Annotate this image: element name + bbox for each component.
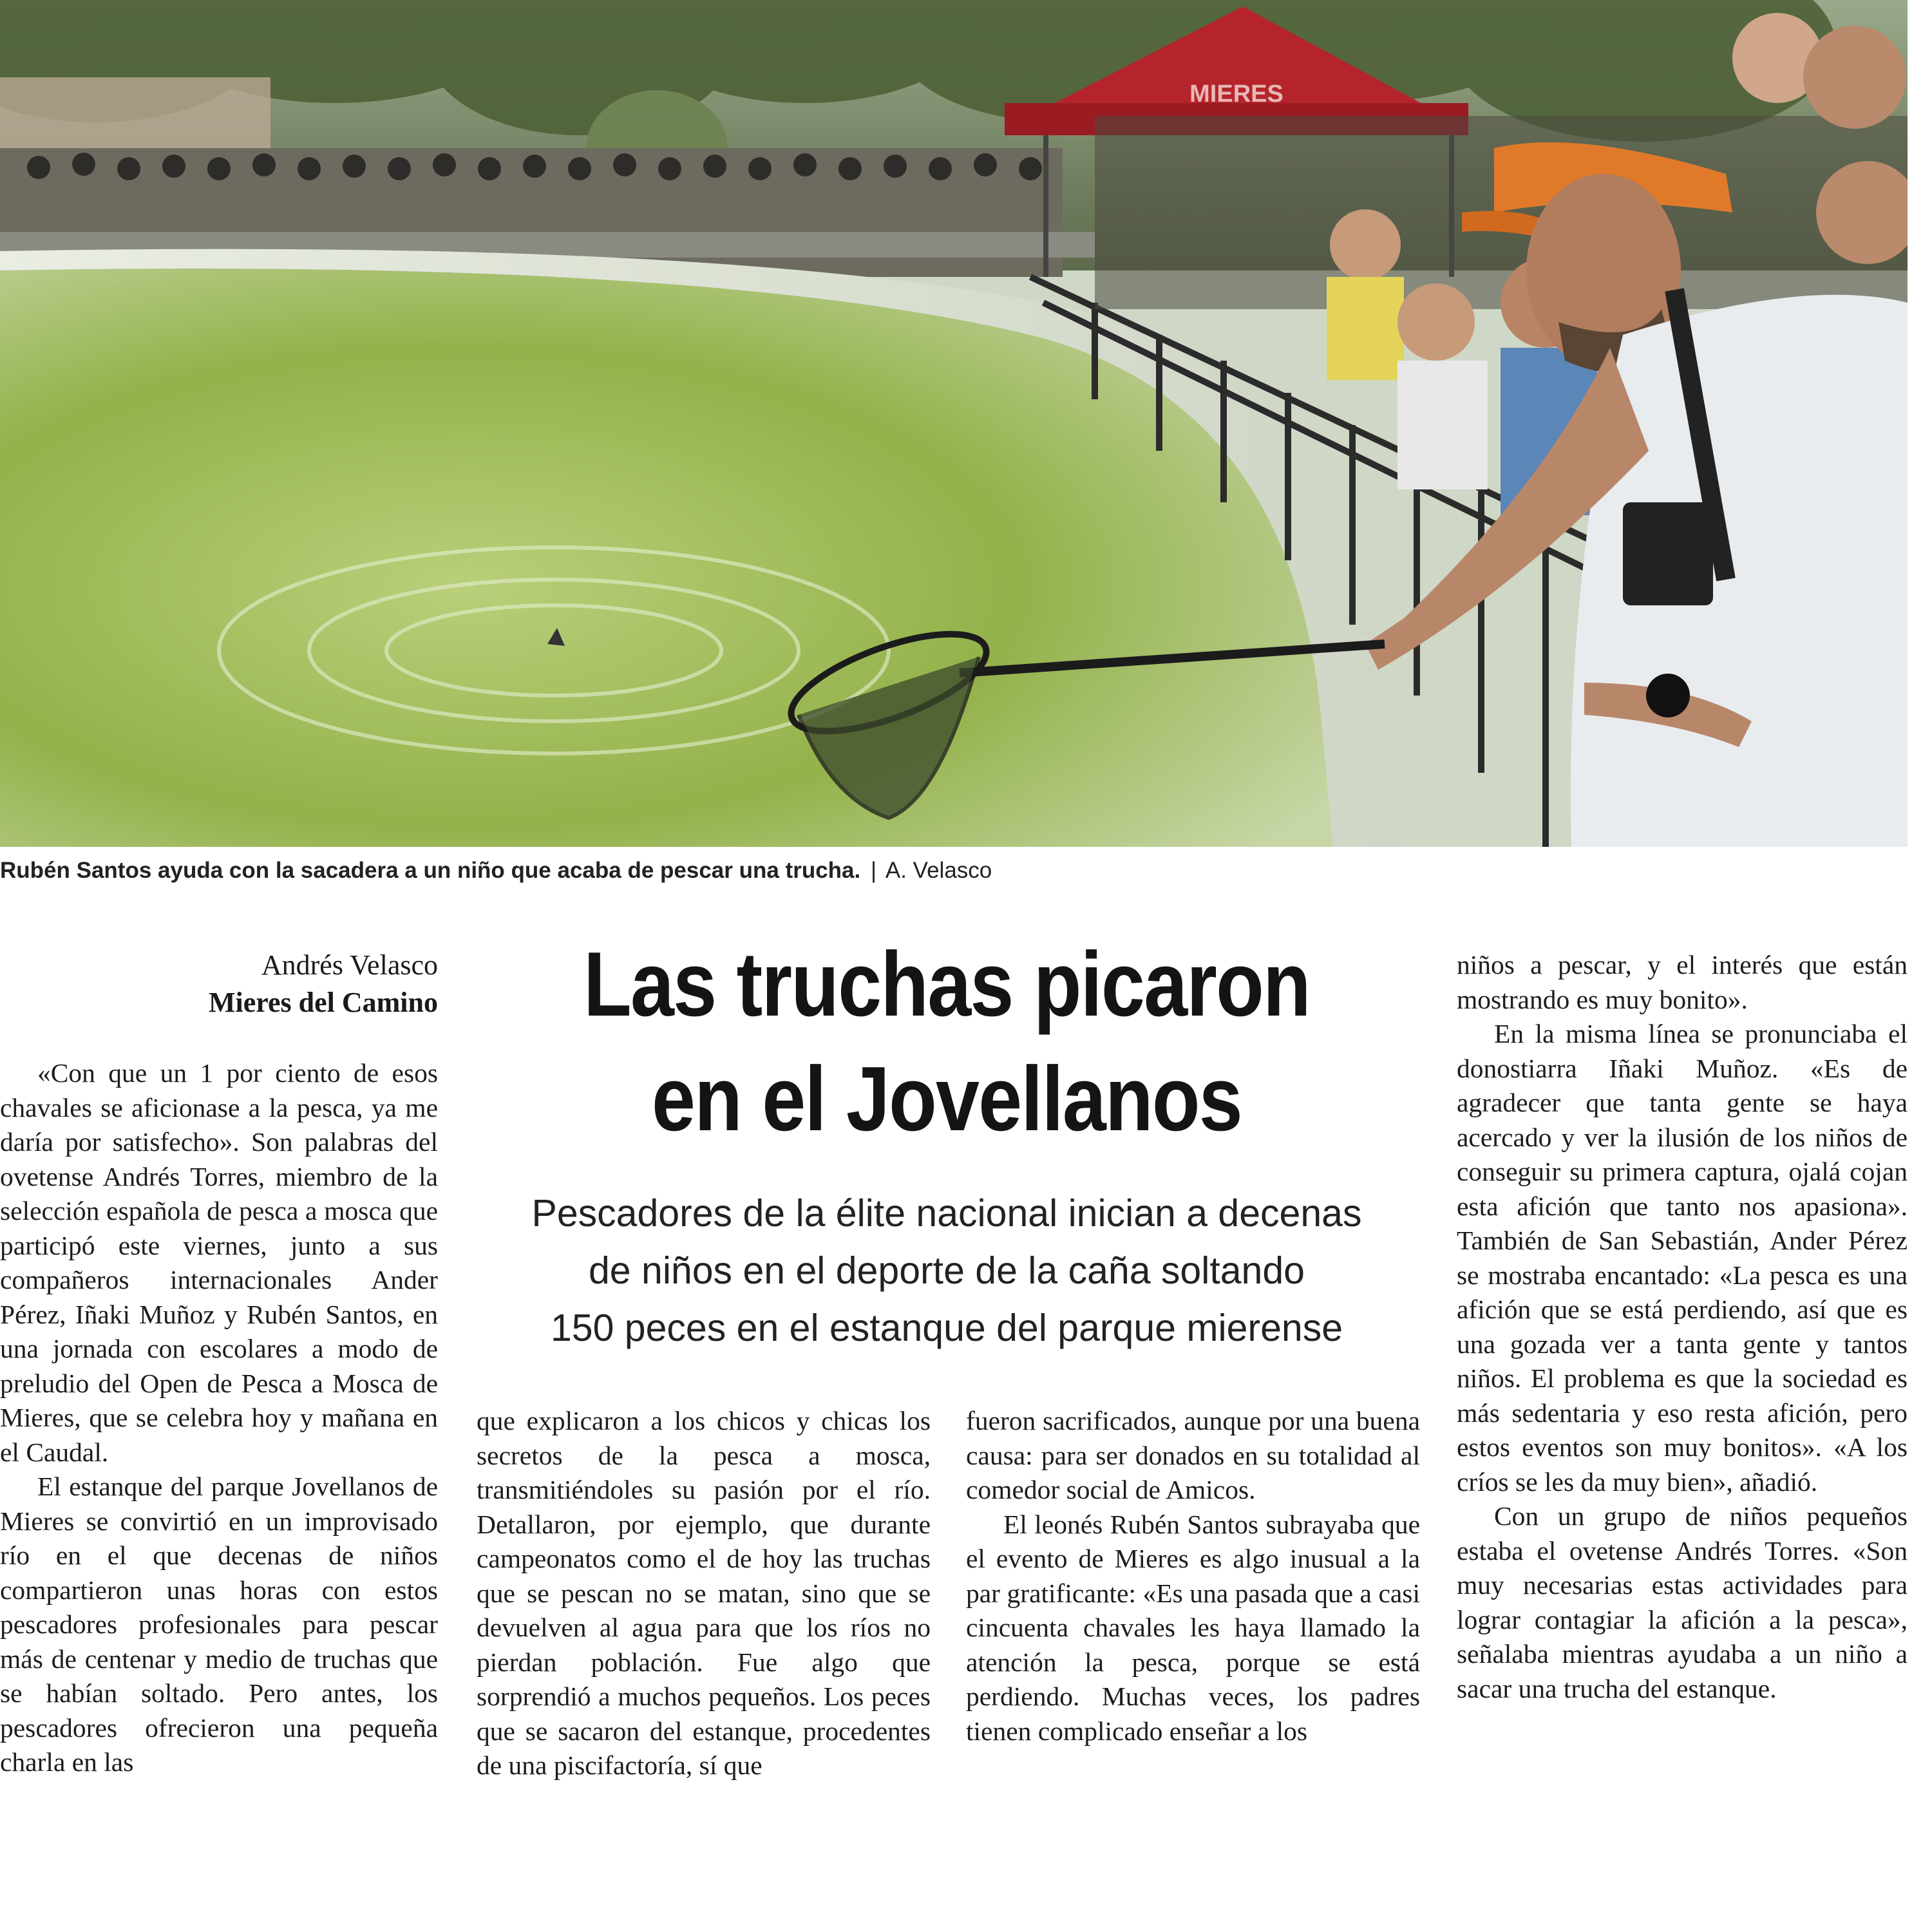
paragraph: En la misma línea se pronunciaba el donostiarra Iñaki Muñoz. «Es de agradecer que tanta gente se haya acercado y ver la ilusión de los niños de conseguir su primera captura, ojalá cojan esta afición que tanto nos apasiona». También de San Sebastián, Ander Pérez se mostraba encantado: «La pesca es una afición que se está perdiendo, así que es una gozada ver a tanta gente y tantos niños. El problema es que la sociedad es más sedentaria y eso resta afición, pero estos eventos son muy bonitos». «A los críos se les da muy bien», añadió. <box>1457 1019 1908 1497</box>
article-photo <box>0 0 1908 847</box>
caption-text: Rubén Santos ayuda con la sacadera a un niño que acaba de pescar una trucha. <box>0 858 861 883</box>
paragraph: niños a pescar, y el interés que están mostrando es muy bonito». <box>1457 950 1908 1014</box>
byline-author: Andrés Velasco <box>261 949 438 981</box>
headline-line-2: en el Jovellanos <box>652 1048 1242 1150</box>
subhead-line-1: Pescadores de la élite nacional inician a decenas <box>531 1192 1362 1235</box>
photo-credit: A. Velasco <box>885 858 992 883</box>
subhead-line-3: 150 peces en el estanque del parque mierense <box>550 1307 1343 1349</box>
paragraph: «Con que un 1 por ciento de esos chavales se aficionase a la pesca, ya me daría por satisfecho». Son palabras del ovetense Andrés Torres, miembro de la selección española de pesca a mosca que participó este viernes, junto a sus compañeros internacionales Ander Pérez, Iñaki Muñoz y Rubén Santos, en una jornada con escolares a modo de preludio del Open de Pesca a Mosca de Mieres, que se celebra hoy y mañana en el Caudal. <box>0 1058 438 1467</box>
paragraph: Con un grupo de niños pequeños estaba el ovetense Andrés Torres. «Son muy necesarias estas actividades para lograr contagiar la afición a la pesca», señalaba mientras ayudaba a un niño a sacar una trucha del estanque. <box>1457 1501 1908 1703</box>
byline-place: Mieres del Camino <box>208 987 438 1018</box>
subheadline <box>477 1185 1417 1357</box>
headline-line-1: Las truchas picaron <box>583 933 1310 1036</box>
photo-caption <box>0 851 1908 890</box>
paragraph: que explicaron a los chicos y chicas los secretos de la pesca a mosca, transmitiéndoles su pasión por el río. Detallaron, por ejemplo, que durante campeonatos como el de hoy las truchas que se pescan no se matan, sino que se devuelven al agua para que los ríos no pierdan población. Fue algo que sorprendió a muchos pequeños. Los peces que se sacaron del estanque, procedentes de una piscifactoría, sí que <box>477 1406 931 1780</box>
body-column-2 <box>477 1404 931 1783</box>
body-column-1 <box>0 1056 438 1780</box>
caption-separator: | <box>870 858 877 883</box>
paragraph: El leonés Rubén Santos subrayaba que el evento de Mieres es algo inusual a la par gratificante: «Es una pasada que a casi cincuenta chavales les haya llamado la atención la pesca, porque se está perdiendo. Muchas veces, los padres tienen complicado enseñar a los <box>966 1509 1420 1746</box>
body-column-4 <box>1457 948 1908 1706</box>
headline <box>542 927 1351 1157</box>
tent-lettering: MIERES <box>1189 80 1283 108</box>
body-column-3 <box>966 1404 1420 1748</box>
pond-scene-illustration <box>0 0 1908 847</box>
paragraph: El estanque del parque Jovellanos de Mieres se convirtió en un improvisado río en el que decenas de niños compartieron unas horas con estos pescadores profesionales para pescar más de centenar y medio de truchas que se habían soltado. Pero antes, los pescadores ofrecieron una pequeña charla en las <box>0 1472 438 1777</box>
subhead-line-2: de niños en el deporte de la caña soltando <box>588 1249 1305 1292</box>
paragraph: fueron sacrificados, aunque por una buena causa: para ser donados en su totalidad al comedor social de Amicos. <box>966 1406 1420 1504</box>
byline <box>116 947 438 1021</box>
